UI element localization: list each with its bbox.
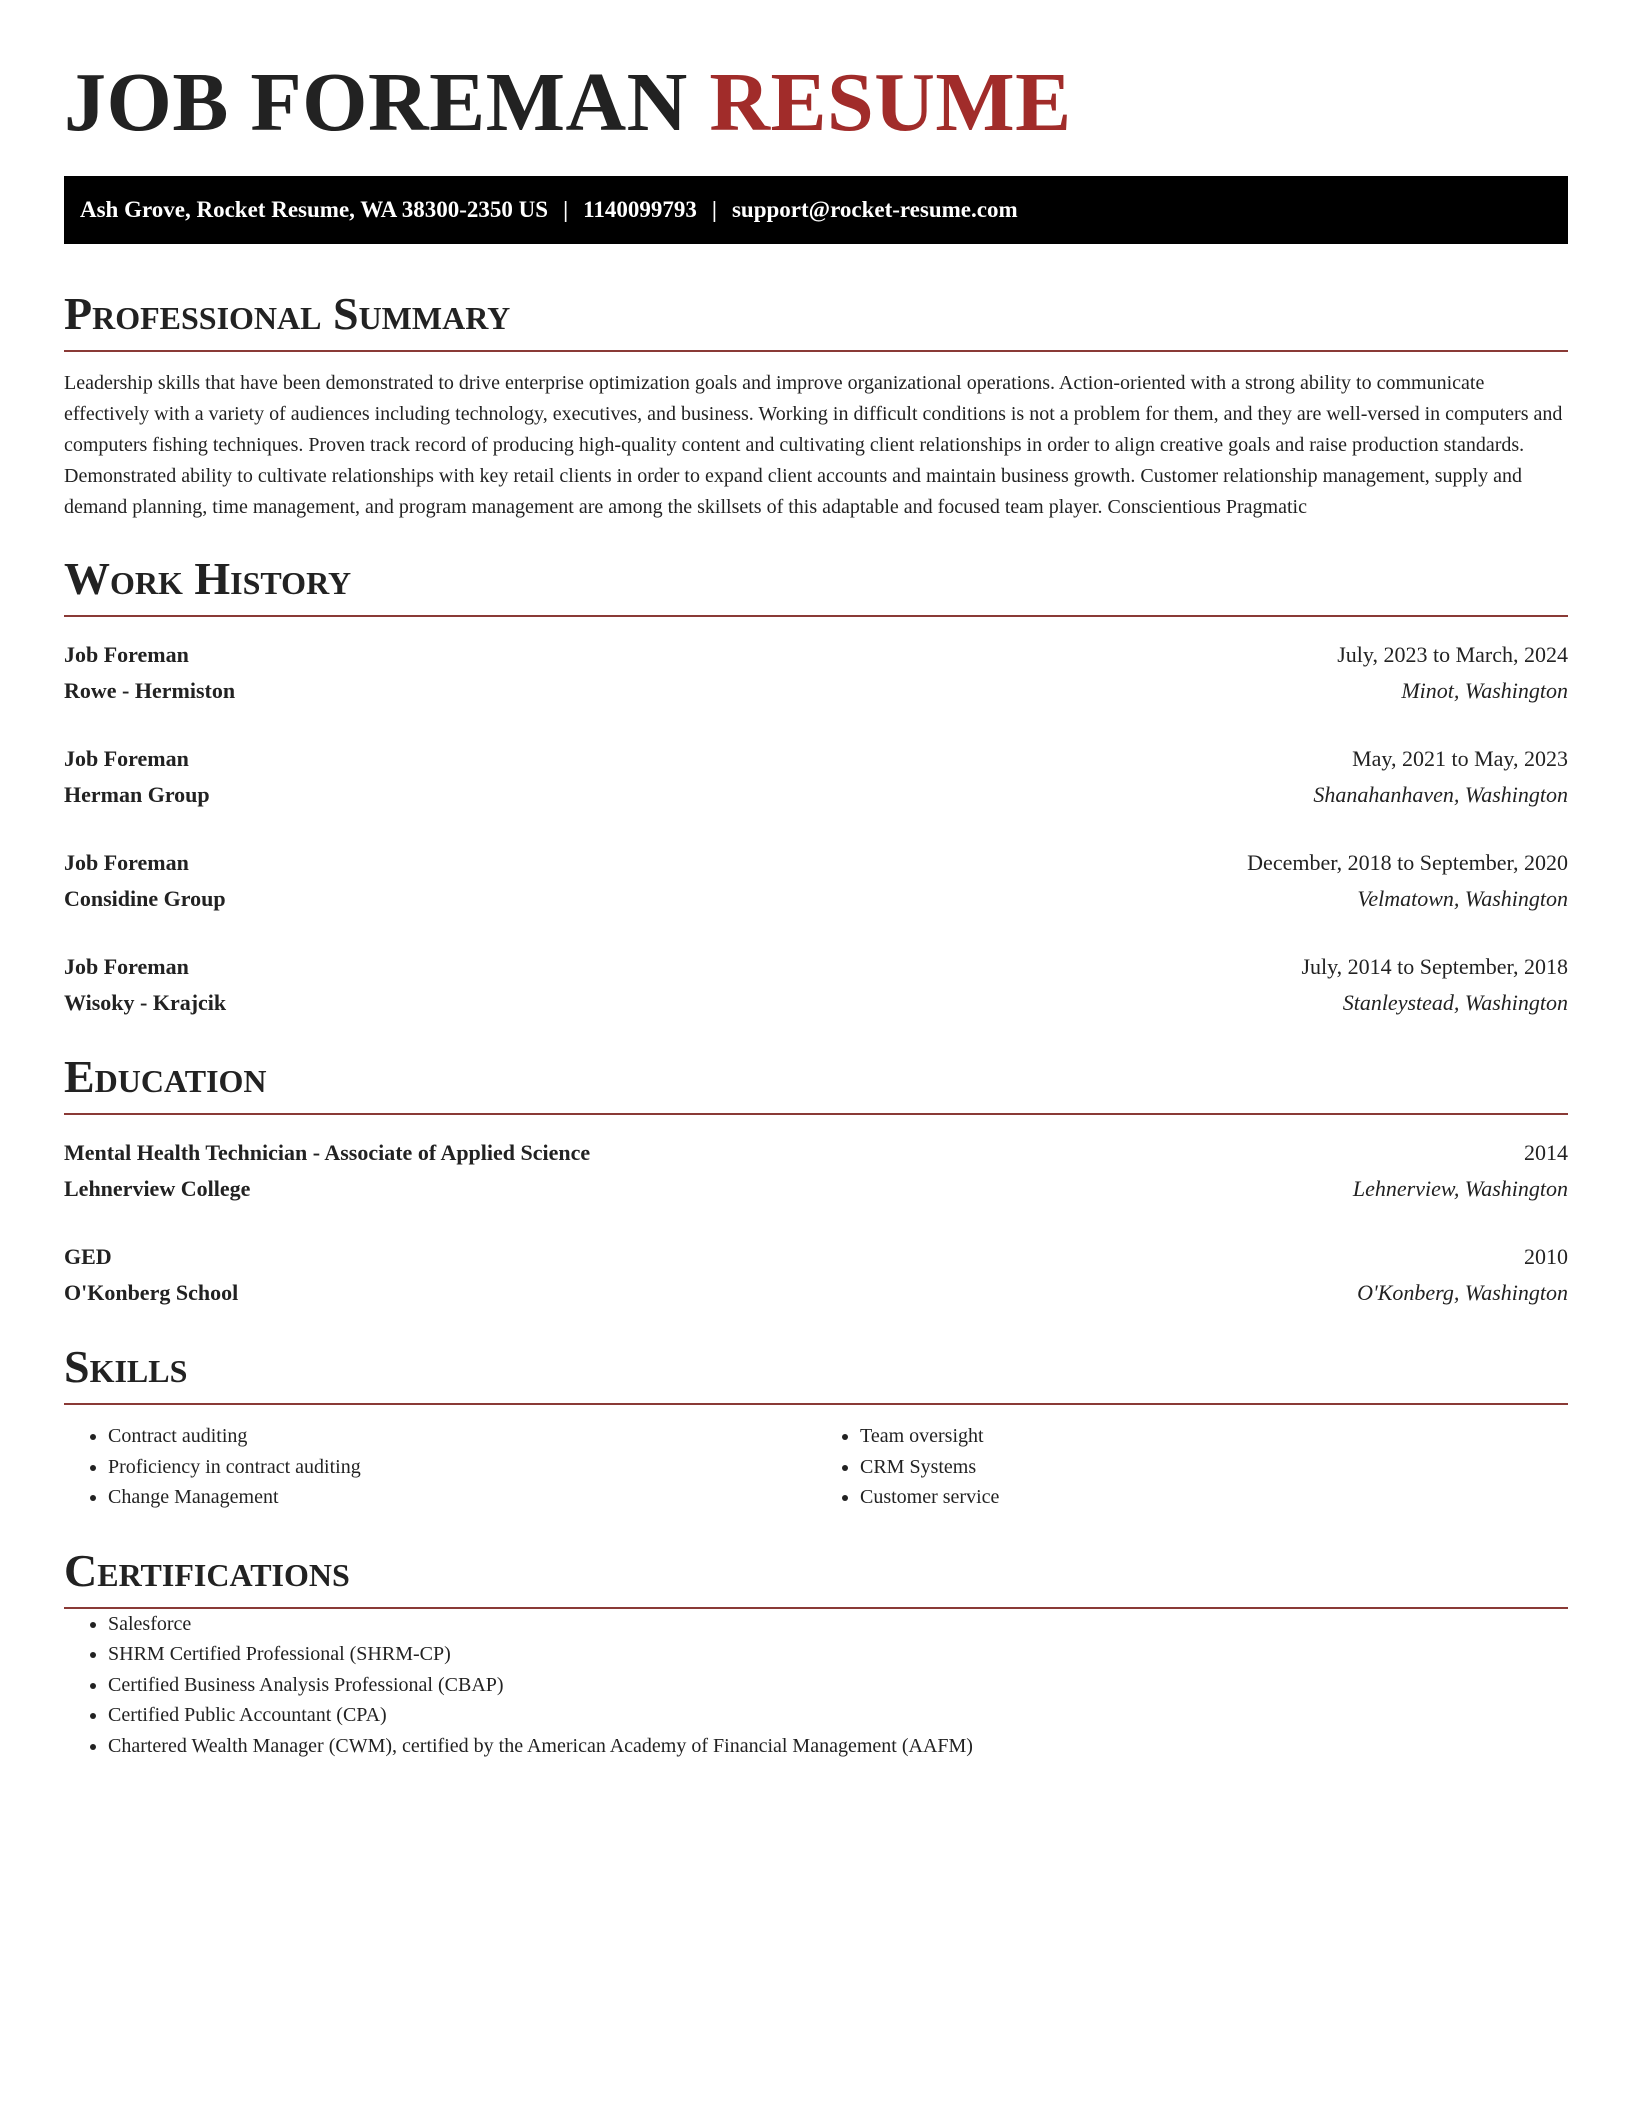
resume-title <box>64 58 1568 148</box>
certification-item: • Certified Public Accountant (CPA) <box>108 1700 1568 1731</box>
skills-list-right <box>816 1421 1568 1513</box>
job-dates: May, 2021 to May, 2023 <box>1352 746 1568 771</box>
title-main: JOB FOREMAN <box>64 56 688 149</box>
contact-phone[interactable]: 1140099793 <box>583 197 697 222</box>
job-company: Wisoky - Krajcik <box>64 990 227 1015</box>
job-location: Minot, Washington <box>1401 678 1568 703</box>
work-entry <box>64 949 1568 1021</box>
certification-item: • SHRM Certified Professional (SHRM-CP) <box>108 1639 1568 1670</box>
skills-column-left <box>64 1421 816 1513</box>
job-title: Job Foreman <box>64 642 189 667</box>
education-school: O'Konberg School <box>64 1280 239 1305</box>
job-title: Job Foreman <box>64 850 189 875</box>
certification-item: • Salesforce <box>108 1609 1568 1640</box>
work-entry-row-bottom <box>64 673 1568 709</box>
job-location: Velmatown, Washington <box>1357 886 1568 911</box>
certification-item: • Certified Business Analysis Professional (CBAP) <box>108 1670 1568 1701</box>
work-entry-row-top <box>64 637 1568 673</box>
skill-item: • CRM Systems <box>860 1452 1568 1483</box>
contact-email[interactable]: support@rocket-resume.com <box>731 197 1018 222</box>
skill-item: • Customer service <box>860 1482 1568 1513</box>
skills-grid <box>64 1421 1568 1513</box>
education-degree: Mental Health Technician - Associate of Applied Science <box>64 1140 591 1165</box>
education-entry <box>64 1239 1568 1311</box>
education-school: Lehnerview College <box>64 1176 251 1201</box>
contact-bar <box>64 176 1568 244</box>
skill-item: • Proficiency in contract auditing <box>108 1452 816 1483</box>
section-heading-certifications: Certifications <box>64 1545 1568 1609</box>
job-location: Shanahanhaven, Washington <box>1313 782 1568 807</box>
skill-item: • Team oversight <box>860 1421 1568 1452</box>
job-dates: December, 2018 to September, 2020 <box>1247 850 1568 875</box>
contact-separator: | <box>711 197 717 222</box>
education-entry-row-top <box>64 1239 1568 1275</box>
work-entry <box>64 741 1568 813</box>
work-entry-row-bottom <box>64 881 1568 917</box>
job-title: Job Foreman <box>64 746 189 771</box>
education-entry-row-top <box>64 1135 1568 1171</box>
education-year: 2014 <box>1524 1140 1568 1165</box>
title-accent: RESUME <box>709 56 1072 149</box>
work-entry-row-bottom <box>64 985 1568 1021</box>
education-entry-row-bottom <box>64 1275 1568 1311</box>
education-year: 2010 <box>1524 1244 1568 1269</box>
section-heading-education: Education <box>64 1051 1568 1115</box>
work-entry <box>64 845 1568 917</box>
education-location: O'Konberg, Washington <box>1357 1280 1568 1305</box>
section-heading-work-history: Work History <box>64 553 1568 617</box>
section-heading-summary: Professional Summary <box>64 288 1568 352</box>
certification-item: • Chartered Wealth Manager (CWM), certified by the American Academy of Financial Management (AAFM) <box>108 1731 1568 1762</box>
education-degree: GED <box>64 1244 112 1269</box>
work-entry-row-top <box>64 741 1568 777</box>
certifications-list <box>64 1609 1568 1762</box>
contact-address: Ash Grove, Rocket Resume, WA 38300-2350 US <box>80 197 549 222</box>
job-company: Herman Group <box>64 782 210 807</box>
work-entry <box>64 637 1568 709</box>
skill-item: • Contract auditing <box>108 1421 816 1452</box>
section-heading-skills: Skills <box>64 1341 1568 1405</box>
skill-item: • Change Management <box>108 1482 816 1513</box>
education-entry <box>64 1135 1568 1207</box>
job-dates: July, 2023 to March, 2024 <box>1337 642 1568 667</box>
job-location: Stanleystead, Washington <box>1342 990 1568 1015</box>
work-entry-row-bottom <box>64 777 1568 813</box>
job-title: Job Foreman <box>64 954 189 979</box>
summary-text: Leadership skills that have been demonstrated to drive enterprise optimization goals and improve organizational operations. Action-oriented with a strong ability to communicate effectively with a variety of audiences including technology, executives, and business. Working in difficult conditions is not a problem for them, and they are well-versed in computers and computers fishing techniques. Proven track record of producing high-quality content and cultivating client relationships in order to align creative goals and raise production standards. Demonstrated ability to cultivate relationships with key retail clients in order to expand client accounts and maintain business growth. Customer relationship management, supply and demand planning, time management, and program management are among the skillsets of this adaptable and focused team player. Conscientious Pragmatic <box>64 372 1563 518</box>
education-entry-row-bottom <box>64 1171 1568 1207</box>
work-entry-row-top <box>64 845 1568 881</box>
contact-separator: | <box>563 197 569 222</box>
work-entry-row-top <box>64 949 1568 985</box>
job-company: Considine Group <box>64 886 226 911</box>
skills-column-right <box>816 1421 1568 1513</box>
job-dates: July, 2014 to September, 2018 <box>1301 954 1568 979</box>
skills-list-left <box>64 1421 816 1513</box>
education-location: Lehnerview, Washington <box>1352 1176 1568 1201</box>
job-company: Rowe - Hermiston <box>64 678 236 703</box>
